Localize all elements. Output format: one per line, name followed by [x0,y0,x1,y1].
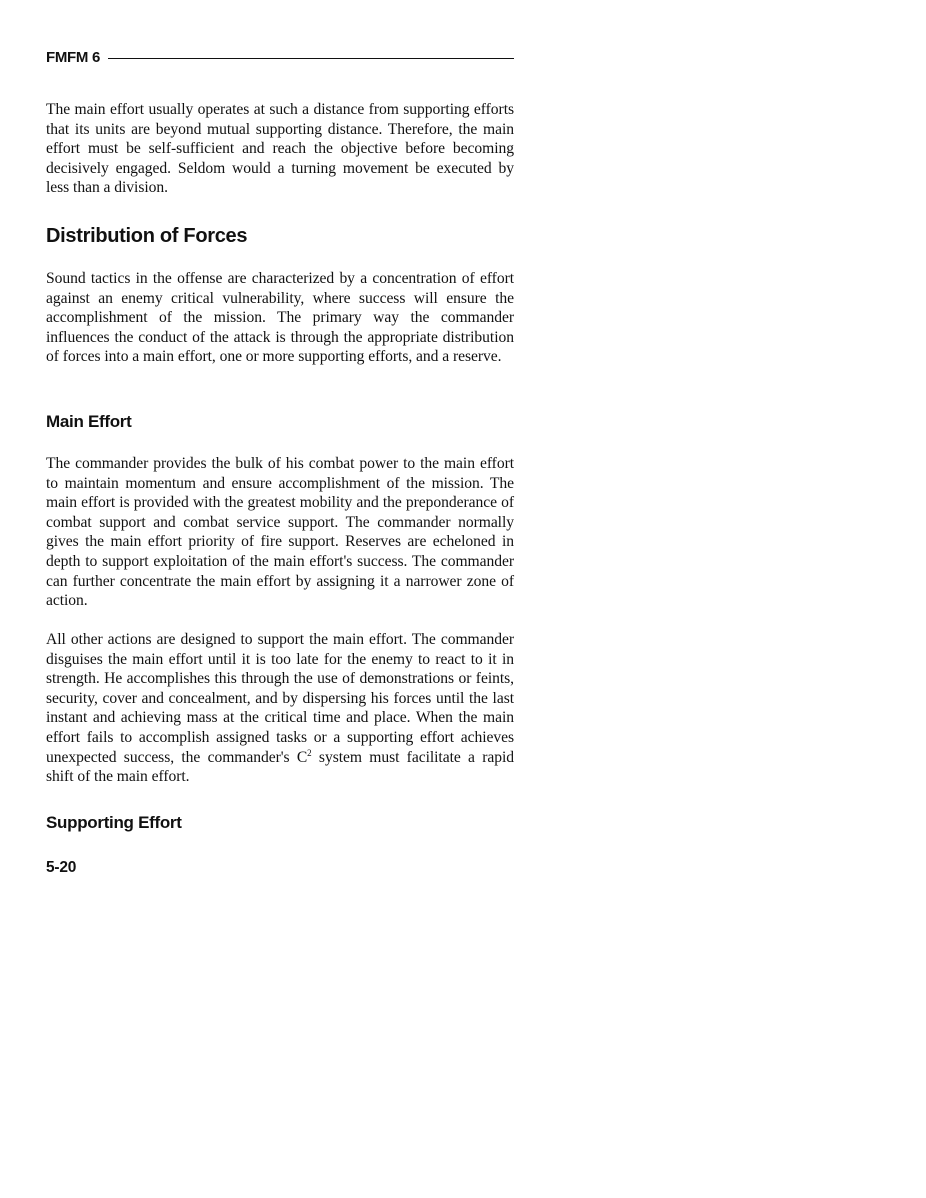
paragraph-turning-movement: The main effort usually operates at such a distance from supporting efforts that its units are beyond mutual supporting distance. Therefore, the main effort must be self-sufficient and reach the objective before becoming decisively engaged. Seldom would a turning movement be executed by less than a division. [46,101,514,197]
paragraph-text-part: system must facilitate a rapid shift of the main effort. [46,748,514,786]
heading-supporting-effort: Supporting Effort [46,813,182,832]
heading-distribution-of-forces: Distribution of Forces [46,225,248,247]
paragraph-supporting-actions [46,630,514,787]
paragraph-main-effort: The commander provides the bulk of his combat power to the main effort to maintain momentum and ensure accomplishment of the mission. The main effort is provided with the greatest mobility and the preponderance of combat support and combat service support. The commander normally gives the main effort priority of fire support. Reserves are echeloned in depth to support exploitation of the main effort's success. The commander can further concentrate the main effort by assigning it a narrower zone of action. [46,455,514,610]
header-rule [108,58,514,59]
paragraph-text-part: All other actions are designed to support the main effort. The commander disguises the main effort until it is too late for the enemy to react to it in strength. He accomplishes this through the use of demonstrations or feints, security, cover and concealment, and by dispersing his forces until the last instant and achieving mass at the critical time and place. When the main effort fails to accomplish assigned tasks or a supporting effort achieves unexpected success, the commander's C [46,631,514,766]
superscript-two: 2 [307,747,312,758]
paragraph-distribution: Sound tactics in the offense are characterized by a concentration of effort against an enemy critical vulnerability, where success will ensure the accomplishment of the mission. The primary way the commander influences the conduct of the attack is through the appropriate distribution of forces into a main effort, one or more supporting efforts, and a reserve. [46,270,514,366]
page-number: 5-20 [46,859,77,876]
running-head-label: FMFM 6 [46,49,101,66]
running-header [46,49,514,66]
heading-main-effort: Main Effort [46,412,132,431]
